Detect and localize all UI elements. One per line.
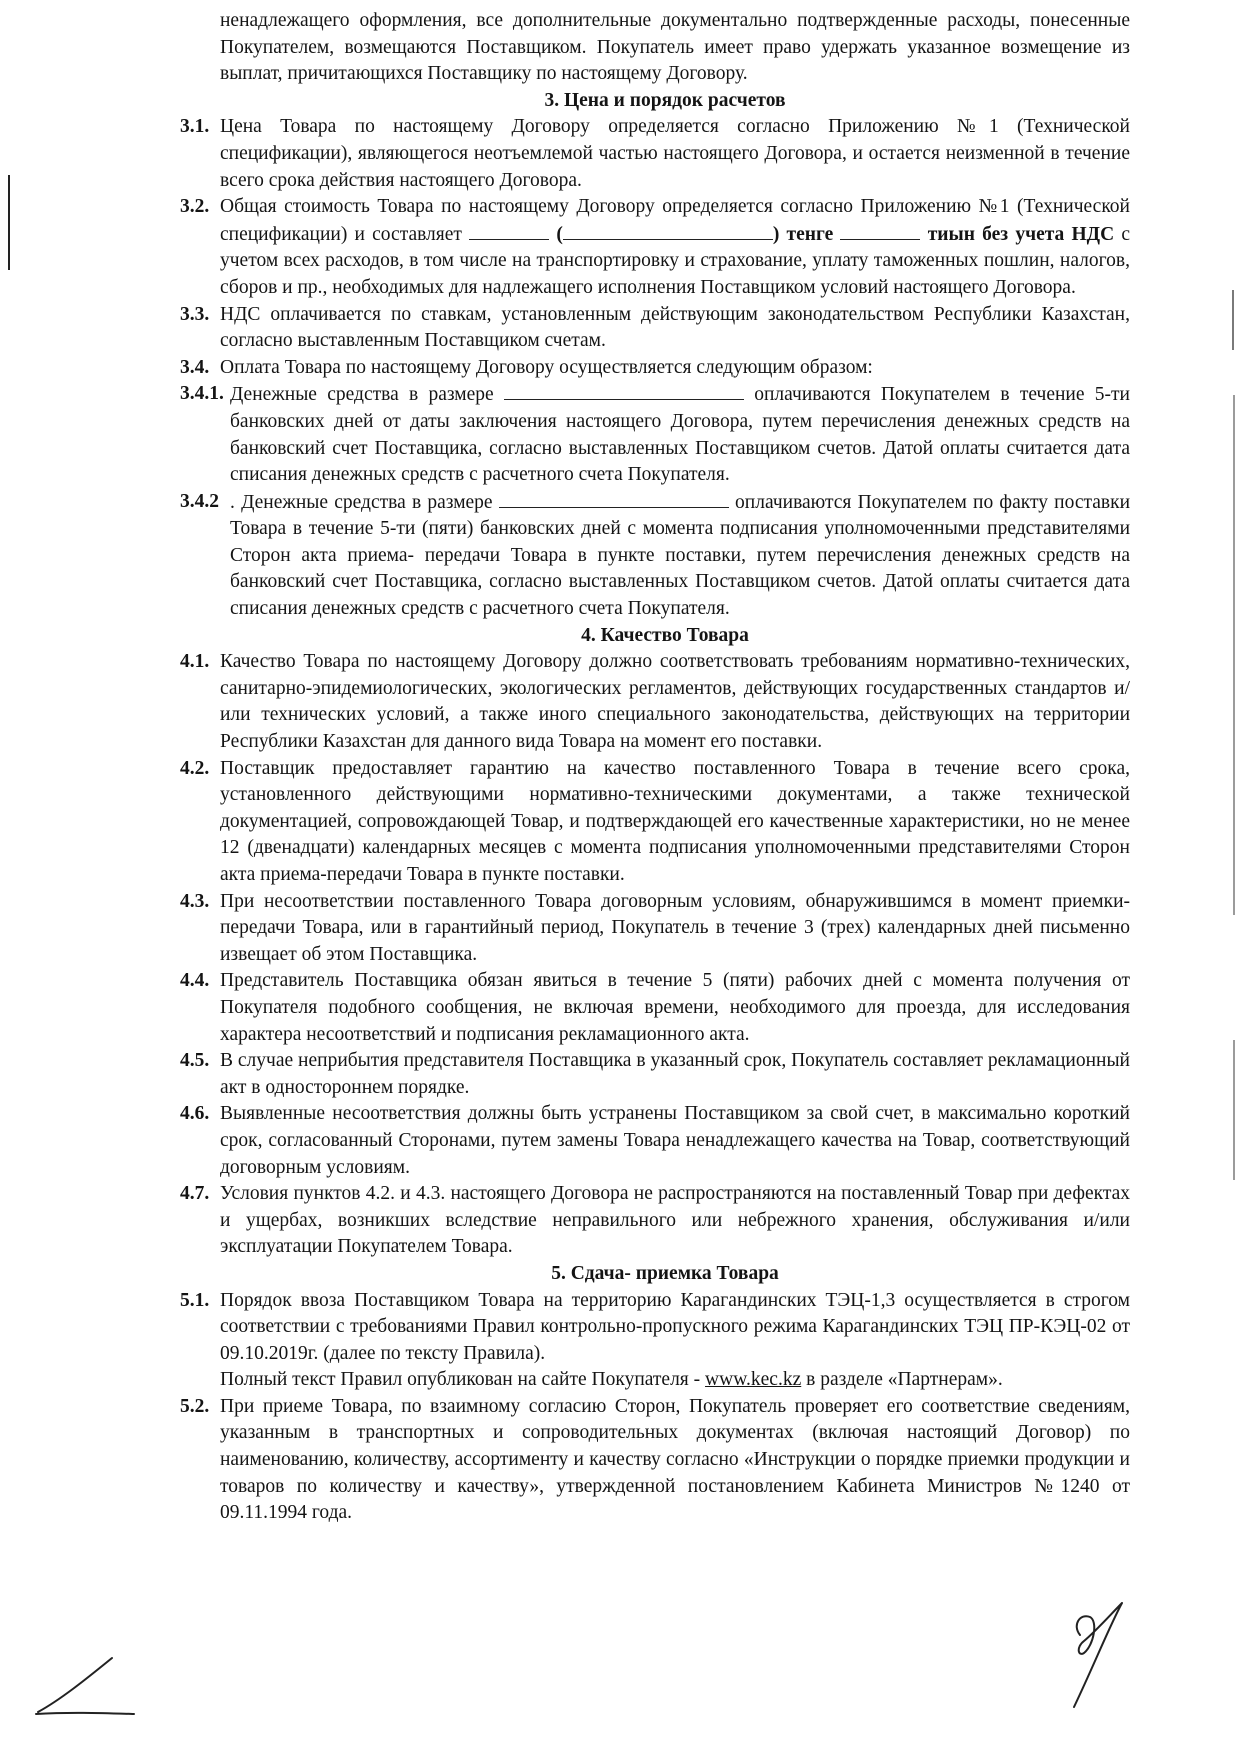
clause-4-4: [180, 968, 1130, 1048]
clause-text: Порядок ввоза Поставщиком Товара на территорию Карагандинских ТЭЦ-1,3 осуществляется в строгом соответствии с требованиями Правил контрольно-пропускного режима Карагандинских ТЭЦ ПР-КЭЦ-02 от 09.10.2019г. (далее по тексту Правила).: [220, 1289, 1130, 1364]
clause-3-4: [180, 355, 1130, 382]
clause-text: При приеме Товара, по взаимному согласию Сторон, Покупатель проверяет его соответствие сведениям, указанным в транспортных и сопроводительных документах (включая настоящий Договор) по наименованию, количеству, ассортименту и качеству согласно «Инструкции о порядке приемки продукции и товаров по количеству и качеству», утвержденной постановлением Кабинета Министров №1240 от 09.11.1994 года.: [220, 1395, 1130, 1524]
clause-number: 3.1.: [180, 116, 210, 138]
scan-margin-mark: [8, 175, 10, 270]
scan-margin-mark: [1233, 395, 1235, 915]
clause-3-4-2: [180, 489, 1130, 623]
clause-3-1: [180, 114, 1130, 194]
clause-number: 3.4.2: [180, 490, 219, 512]
clause-text: Полный текст Правил опубликован на сайте Покупателя -: [220, 1369, 701, 1391]
clause-number: 4.1.: [180, 651, 210, 673]
clause-5-2: [180, 1394, 1130, 1527]
clause-text: с учетом всех расходов, в том числе на транспортировку и страхование, уплату таможенных пошлин, налогов, сборов и пр., необходимых для надлежащего исполнения Поставщиком условий настоящего Договора.: [220, 223, 1131, 298]
clause-text-bold: тиын без учета НДС: [927, 223, 1115, 245]
clause-4-6: [180, 1101, 1130, 1181]
section-5-heading: 5. Сдача- приемка Товара: [551, 1262, 779, 1284]
clause-text: Представитель Поставщика обязан явиться в течение 5 (пяти) рабочих дней с момента получения от Покупателя подобного сообщения, не включая времени, необходимого для проезда, для исследования характера несоответствий и подписания рекламационного акта.: [220, 970, 1130, 1045]
clause-text: Условия пунктов 4.2. и 4.3. настоящего Договора не распространяются на поставленный Товар при дефектах и ущербах, возникших вследствие неправильного или небрежного хранения, обслуживания и/или эксплуатации Покупателем Товара.: [220, 1183, 1130, 1258]
intro-paragraph: [180, 8, 1130, 88]
clause-text: В случае неприбытия представителя Поставщика в указанный срок, Покупатель составляет рекламационный акт в одностороннем порядке.: [220, 1050, 1130, 1098]
clause-text: Оплата Товара по настоящему Договору осуществляется следующим образом:: [220, 356, 873, 378]
section-3-heading: 3. Цена и порядок расчетов: [544, 89, 786, 111]
clause-number: 4.3.: [180, 890, 210, 912]
amount-words-blank-field: [563, 221, 773, 240]
clause-number: 3.3.: [180, 303, 210, 325]
scan-margin-mark: [1233, 1040, 1235, 1180]
clause-4-7: [180, 1181, 1130, 1261]
clause-text: Качество Товара по настоящему Договору должно соответствовать требованиям нормативно-технических, санитарно-эпидемиологических, экологических регламентов, действующих государственных стандартов и/или технических условий, а также иного специального законодательства, действующих на территории Республики Казахстан для данного вида Товара на момент его поставки.: [220, 651, 1130, 753]
clause-number: 3.2.: [180, 196, 210, 218]
clause-3-3: [180, 302, 1130, 355]
clause-number: 4.2.: [180, 757, 210, 779]
website-link[interactable]: www.kec.kz: [705, 1369, 802, 1391]
intro-text: ненадлежащего оформления, все дополнительные документально подтвержденные расходы, понесенные Покупателем, возмещаются Поставщиком. Покупатель имеет право удержать указанное возмещение из выплат, причитающихся Поставщику по настоящему Договору.: [220, 10, 1130, 85]
clause-4-2: [180, 756, 1130, 889]
clause-text: Общая стоимость Товара по настоящему Договору определяется согласно Приложению №1 (Технической спецификации) и составляет: [220, 196, 1130, 245]
clause-text: При несоответствии поставленного Товара договорным условиям, обнаружившимся в момент приемки-передачи Товара, или в гарантийный период, Покупатель в течение 3 (трех) календарных дней письменно извещает об этом Поставщика.: [220, 890, 1130, 965]
scan-margin-mark: [1232, 290, 1234, 350]
clause-number: 5.2.: [180, 1395, 210, 1417]
clause-text: (: [556, 223, 563, 245]
clause-number: 5.1.: [180, 1289, 210, 1311]
clause-text: Цена Товара по настоящему Договору определяется согласно Приложению №1 (Технической спецификации), являющегося неотъемлемой частью настоящего Договора, и остается неизменной в течение всего срока действия настоящего Договора.: [220, 116, 1130, 191]
document-body: [180, 8, 1130, 1527]
clause-text: оплачиваются Покупателем по факту поставки Товара в течение 5-ти (пяти) банковских дней с момента подписания уполномоченными представителями Сторон акта приема- передачи Товара в пункте поставки, путем перечисления денежных средств на банковский счет Поставщика, согласно выставленных Поставщиком счетов. Датой оплаты считается дата списания денежных средств с расчетного счета Покупателя.: [230, 491, 1131, 620]
tiyn-blank-field: [840, 221, 920, 240]
clause-3-2: [180, 194, 1130, 301]
clause-number: 4.7.: [180, 1183, 210, 1205]
clause-text: НДС оплачивается по ставкам, установленным действующим законодательством Республики Казахстан, согласно выставленным Поставщиком счетам.: [220, 303, 1130, 352]
clause-5-1: [180, 1288, 1130, 1394]
clause-text: Выявленные несоответствия должны быть устранены Поставщиком за свой счет, в максимально короткий срок, согласованный Сторонами, путем замены Товара ненадлежащего качества на Товар, соответствующий договорным условиям.: [220, 1103, 1130, 1178]
clause-text: оплачиваются Покупателем в течение 5-ти банковских дней от даты заключения настоящего Договора, путем перечисления денежных средств на банковский счет Поставщика, согласно выставленных Поставщиком счетов. Датой оплаты считается дата списания денежных средств с расчетного счета Покупателя.: [230, 384, 1130, 486]
section-4-heading: 4. Качество Товара: [581, 624, 749, 646]
amount-blank-field: [504, 381, 744, 400]
clause-text: ) тенге: [772, 223, 834, 245]
clause-4-3: [180, 889, 1130, 969]
clause-number: 3.4.1.: [180, 383, 224, 405]
amount-blank-field: [499, 489, 729, 508]
clause-number: 3.4.: [180, 356, 210, 378]
clause-number: 4.6.: [180, 1103, 210, 1125]
clause-text: Денежные средства в размере: [230, 384, 494, 406]
clause-text: . Денежные средства в размере: [230, 491, 493, 513]
clause-number: 4.4.: [180, 970, 210, 992]
clause-text: Поставщик предоставляет гарантию на качество поставленного Товара в течение всего срока, установленного действующими нормативно-техническими документами, а также технической документацией, сопровождающей Товар, и подтверждающей его качественные характеристики, но не менее 12 (двенадцати) календарных месяцев с момента подписания уполномоченными представителями Сторон акта приема-передачи Товара в пункте поставки.: [220, 757, 1130, 885]
clause-text: в разделе «Партнерам».: [806, 1369, 1003, 1391]
clause-4-1: [180, 649, 1130, 755]
clause-number: 4.5.: [180, 1050, 210, 1072]
clause-3-4-1: [180, 381, 1130, 488]
amount-blank-field: [469, 221, 549, 240]
clause-4-5: [180, 1048, 1130, 1101]
